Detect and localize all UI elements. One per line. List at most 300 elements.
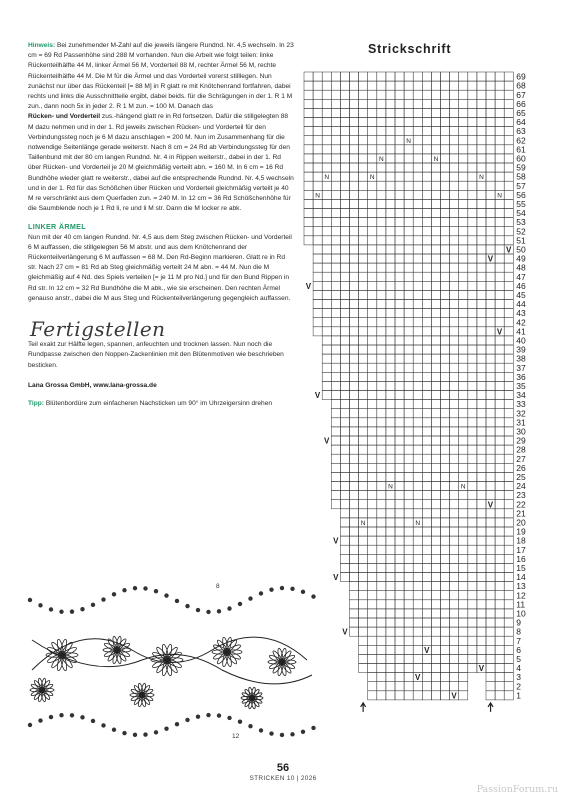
row-label: 61: [516, 144, 526, 155]
chart-cell: [313, 90, 322, 99]
chart-cell: [395, 500, 404, 509]
bobble-dot: [80, 715, 84, 719]
chart-cell: [422, 81, 431, 90]
chart-cell: [450, 664, 459, 673]
chart-cell: [477, 345, 486, 354]
chart-cell: [486, 482, 495, 491]
chart-cell: [504, 381, 513, 390]
bobble-dot: [59, 610, 63, 614]
chart-cell: [450, 627, 459, 636]
chart-cell: [413, 254, 422, 263]
chart-cell: [468, 636, 477, 645]
paragraph-sleeve: Nun mit der 40 cm langen Rundnd. Nr. 4,5 aus dem Steg zwischen Rücken- und Vorderteil 6 M auffassen, die stillgelegten 56 M abstr. und aus dem Knötchenrand der Rückenteilverlängerung 6 M auffassen = 68 M. Den Rd-Beginn markieren. Glatt re in Rd str. Nach 27 cm = 81 Rd ab Steg gleichmäßig verteilt 24 M abn. = 44 M. Nun die M gleichmäßig auf 4 Nd. des Spiels verteilen [= je 11 M pro Nd.] und für den Bund Rippen in Rd str. In 12 cm = 32 Rd Bundhöhe die M abk., wie sie erscheinen. Den rechten Ärmel genauso anstr., dabei die M aus Steg und Rückenteilverlängerung gegengleich auffassen.: [28, 233, 292, 302]
chart-cell: [495, 118, 504, 127]
chart-cell: [486, 536, 495, 545]
chart-cell: [450, 554, 459, 563]
chart-cell: [331, 363, 340, 372]
chart-cell: [368, 563, 377, 572]
chart-cell: [495, 664, 504, 673]
chart-cell: [450, 545, 459, 554]
chart-cell: [504, 363, 513, 372]
chart-cell: [395, 345, 404, 354]
chart-cell: [422, 254, 431, 263]
chart-cell: [441, 582, 450, 591]
chart-cell: [368, 99, 377, 108]
chart-cell: [495, 345, 504, 354]
chart-cell: [504, 190, 513, 199]
chart-cell: [331, 127, 340, 136]
chart-cell: [368, 427, 377, 436]
chart-cell: [477, 118, 486, 127]
row-label: 6: [516, 644, 522, 655]
chart-cell: [322, 354, 331, 363]
chart-cell: [368, 636, 377, 645]
chart-cell: [404, 163, 413, 172]
chart-cell: [504, 563, 513, 572]
bobble-dot: [238, 602, 242, 606]
row-label: 13: [516, 581, 526, 592]
chart-cell: [495, 381, 504, 390]
chart-cell: [413, 190, 422, 199]
chart-cell: [495, 472, 504, 481]
chart-cell: [322, 154, 331, 163]
chart-cell: [468, 318, 477, 327]
chart-cell: [422, 518, 431, 527]
chart-cell: [377, 163, 386, 172]
chart-cell: [495, 172, 504, 181]
chart-cell: [359, 108, 368, 117]
chart-cell: [404, 472, 413, 481]
chart-cell: [377, 236, 386, 245]
chart-cell: [468, 400, 477, 409]
chart-cell: [359, 190, 368, 199]
chart-cell: [468, 127, 477, 136]
chart-cell: [486, 281, 495, 290]
chart-cell: [377, 509, 386, 518]
chart-cell: [304, 81, 313, 90]
chart-cell: [404, 263, 413, 272]
chart-cell: [477, 309, 486, 318]
chart-cell: [495, 600, 504, 609]
chart-cell: [431, 81, 440, 90]
chart-cell: [377, 545, 386, 554]
chart-cell: [459, 609, 468, 618]
chart-cell: [359, 409, 368, 418]
chart-cell: [350, 108, 359, 117]
chart-cell: [441, 609, 450, 618]
chart-cell: [422, 682, 431, 691]
chart-cell: [459, 336, 468, 345]
chart-cell: [468, 491, 477, 500]
chart-cell: [340, 336, 349, 345]
chart-cell: [395, 518, 404, 527]
chart-cell: [441, 218, 450, 227]
chart-cell: [322, 227, 331, 236]
bobble-dot: [49, 715, 53, 719]
chart-cell: [504, 209, 513, 218]
chart-cell: [468, 136, 477, 145]
chart-cell: [486, 573, 495, 582]
chart-cell: [368, 400, 377, 409]
row-label: 12: [516, 590, 526, 601]
chart-cell: [350, 309, 359, 318]
chart-cell: [468, 391, 477, 400]
chart-cell: [377, 463, 386, 472]
chart-cell: [359, 545, 368, 554]
chart-cell: [468, 209, 477, 218]
chart-cell: [422, 482, 431, 491]
chart-cell: [359, 582, 368, 591]
chart-cell: [441, 263, 450, 272]
chart-cell: [431, 263, 440, 272]
chart-cell: [504, 609, 513, 618]
chart-cell: [486, 454, 495, 463]
instructions-column: [28, 41, 294, 409]
symbol-slip: V: [314, 391, 321, 401]
chart-cell: [386, 582, 395, 591]
chart-cell: [459, 563, 468, 572]
chart-cell: [350, 381, 359, 390]
chart-cell: [450, 673, 459, 682]
chart-cell: [486, 372, 495, 381]
chart-cell: [368, 199, 377, 208]
chart-cell: [386, 627, 395, 636]
chart-cell: [431, 436, 440, 445]
chart-cell: [377, 318, 386, 327]
chart-cell: [386, 99, 395, 108]
chart-cell: [504, 163, 513, 172]
chart-cell: [368, 381, 377, 390]
chart-cell: [468, 300, 477, 309]
chart-cell: [504, 72, 513, 81]
tip-paragraph: [28, 399, 294, 409]
chart-cell: [350, 418, 359, 427]
chart-cell: [359, 454, 368, 463]
chart-cell: [450, 482, 459, 491]
chart-cell: [495, 99, 504, 108]
chart-cell: [322, 163, 331, 172]
chart-cell: [413, 181, 422, 190]
chart-cell: [304, 190, 313, 199]
chart-cell: [450, 72, 459, 81]
finish-heading: Fertigstellen: [30, 317, 166, 342]
bobble-dot: [59, 713, 63, 717]
chart-cell: [395, 72, 404, 81]
chart-cell: [468, 554, 477, 563]
symbol-nupp: N: [379, 156, 384, 163]
chart-cell: [477, 582, 486, 591]
chart-cell: [350, 391, 359, 400]
chart-cell: [468, 190, 477, 199]
chart-cell: [477, 90, 486, 99]
chart-cell: [395, 454, 404, 463]
chart-cell: [395, 90, 404, 99]
bobble-dot: [49, 607, 53, 611]
chart-cell: [504, 664, 513, 673]
chart-cell: [495, 318, 504, 327]
chart-cell: [359, 381, 368, 390]
chart-cell: [386, 527, 395, 536]
chart-cell: [486, 554, 495, 563]
chart-cell: [404, 563, 413, 572]
row-label: 62: [516, 135, 526, 146]
chart-cell: [404, 254, 413, 263]
chart-cell: [413, 682, 422, 691]
chart-cell: [304, 72, 313, 81]
chart-cell: [340, 263, 349, 272]
chart-cell: [377, 127, 386, 136]
chart-cell: [377, 400, 386, 409]
bobble-dot: [290, 732, 294, 736]
chart-cell: [477, 609, 486, 618]
chart-cell: [486, 600, 495, 609]
chart-cell: [486, 445, 495, 454]
chart-cell: [431, 472, 440, 481]
chart-cell: [377, 682, 386, 691]
chart-cell: [413, 600, 422, 609]
chart-cell: [368, 445, 377, 454]
chart-cell: [350, 281, 359, 290]
chart-cell: [413, 609, 422, 618]
motif-label-top: 8: [216, 583, 220, 590]
chart-cell: [468, 309, 477, 318]
chart-cell: [350, 482, 359, 491]
chart-cell: [386, 90, 395, 99]
chart-cell: [431, 345, 440, 354]
chart-cell: [359, 400, 368, 409]
chart-cell: [441, 454, 450, 463]
chart-cell: [477, 591, 486, 600]
chart-cell: [504, 418, 513, 427]
chart-cell: [359, 664, 368, 673]
chart-cell: [386, 309, 395, 318]
chart-cell: [459, 99, 468, 108]
chart-cell: [322, 108, 331, 117]
chart-cell: [404, 127, 413, 136]
chart-cell: [495, 536, 504, 545]
chart-cell: [468, 163, 477, 172]
chart-cell: [459, 181, 468, 190]
chart-cell: [413, 281, 422, 290]
chart-cell: [377, 145, 386, 154]
chart-cell: [450, 108, 459, 117]
chart-cell: [504, 327, 513, 336]
chart-cell: [477, 418, 486, 427]
chart-cell: [495, 482, 504, 491]
row-label: 24: [516, 481, 526, 492]
chart-cell: [368, 209, 377, 218]
chart-cell: [413, 300, 422, 309]
chart-cell: [322, 81, 331, 90]
flower-border-motif: [22, 580, 322, 740]
chart-cell: [422, 673, 431, 682]
chart-cell: [395, 281, 404, 290]
chart-cell: [459, 527, 468, 536]
chart-cell: [404, 582, 413, 591]
bobble-dot: [217, 713, 221, 717]
chart-cell: [422, 300, 431, 309]
chart-cell: [459, 664, 468, 673]
chart-cell: [477, 482, 486, 491]
tip-text: Blütenbordüre zum einfacheren Nachsticken um 90° im Uhrzeigersinn drehen: [44, 400, 273, 408]
chart-cell: [340, 281, 349, 290]
chart-cell: [504, 500, 513, 509]
chart-cell: [404, 527, 413, 536]
chart-cell: [468, 482, 477, 491]
chart-cell: [386, 609, 395, 618]
chart-cell: [422, 563, 431, 572]
bobble-dot: [311, 594, 315, 598]
chart-cell: [486, 400, 495, 409]
chart-cell: [422, 218, 431, 227]
chart-cell: [459, 645, 468, 654]
chart-cell: [413, 363, 422, 372]
chart-cell: [504, 391, 513, 400]
chart-cell: [422, 181, 431, 190]
chart-cell: [368, 418, 377, 427]
chart-cell: [404, 454, 413, 463]
chart-cell: [450, 309, 459, 318]
chart-cell: [441, 472, 450, 481]
chart-cell: [468, 645, 477, 654]
chart-cell: [441, 72, 450, 81]
chart-cell: [368, 482, 377, 491]
chart-cell: [395, 209, 404, 218]
chart-cell: [422, 309, 431, 318]
chart-cell: [340, 154, 349, 163]
chart-cell: [441, 372, 450, 381]
chart-cell: [413, 573, 422, 582]
chart-cell: [441, 436, 450, 445]
chart-cell: [359, 554, 368, 563]
chart-cell: [422, 372, 431, 381]
chart-cell: [340, 272, 349, 281]
chart-cell: [431, 400, 440, 409]
chart-cell: [377, 372, 386, 381]
chart-cell: [386, 500, 395, 509]
chart-cell: [441, 336, 450, 345]
chart-cell: [450, 391, 459, 400]
chart-cell: [331, 372, 340, 381]
chart-cell: [486, 118, 495, 127]
chart-cell: [386, 281, 395, 290]
chart-cell: [304, 127, 313, 136]
chart-cell: [386, 72, 395, 81]
row-label: 10: [516, 608, 526, 619]
chart-cell: [413, 172, 422, 181]
chart-cell: [486, 691, 495, 700]
chart-cell: [395, 427, 404, 436]
chart-cell: [395, 409, 404, 418]
symbol-slip: V: [487, 500, 494, 510]
chart-cell: [422, 363, 431, 372]
chart-cell: [395, 145, 404, 154]
chart-cell: [504, 172, 513, 181]
chart-cell: [404, 72, 413, 81]
chart-cell: [422, 154, 431, 163]
chart-cell: [377, 263, 386, 272]
chart-cell: [386, 336, 395, 345]
chart-cell: [422, 190, 431, 199]
chart-cell: [450, 290, 459, 299]
chart-cell: [377, 381, 386, 390]
row-label: 4: [516, 663, 522, 674]
chart-cell: [468, 90, 477, 99]
chart-cell: [450, 500, 459, 509]
chart-cell: [459, 254, 468, 263]
issue-label: STRICKEN 10 | 2026: [249, 775, 317, 782]
chart-cell: [477, 272, 486, 281]
chart-cell: [395, 645, 404, 654]
chart-cell: [431, 600, 440, 609]
chart-cell: [304, 108, 313, 117]
chart-cell: [450, 263, 459, 272]
bobble-dot: [164, 593, 168, 597]
chart-cell: [486, 108, 495, 117]
chart-cell: [368, 227, 377, 236]
chart-cell: [331, 491, 340, 500]
chart-cell: [477, 145, 486, 154]
chart-cell: [359, 527, 368, 536]
chart-cell: [468, 500, 477, 509]
chart-cell: [459, 691, 468, 700]
chart-cell: [450, 218, 459, 227]
chart-cell: [350, 454, 359, 463]
chart-cell: [441, 381, 450, 390]
chart-cell: [504, 227, 513, 236]
chart-cell: [431, 218, 440, 227]
chart-cell: [377, 309, 386, 318]
chart-cell: [486, 563, 495, 572]
chart-cell: [313, 154, 322, 163]
chart-cell: [495, 72, 504, 81]
page-number: 56: [276, 762, 290, 774]
chart-cell: [431, 300, 440, 309]
chart-cell: [322, 136, 331, 145]
chart-cell: [395, 391, 404, 400]
chart-cell: [340, 372, 349, 381]
chart-cell: [304, 90, 313, 99]
chart-cell: [313, 290, 322, 299]
chart-cell: [504, 127, 513, 136]
chart-cell: [331, 90, 340, 99]
chart-cell: [504, 145, 513, 154]
chart-cell: [340, 472, 349, 481]
bobble-dot: [122, 588, 126, 592]
chart-cell: [386, 345, 395, 354]
bobble-dot: [122, 731, 126, 735]
chart-cell: [331, 482, 340, 491]
symbol-slip: V: [478, 664, 485, 674]
chart-cell: [331, 72, 340, 81]
chart-cell: [459, 363, 468, 372]
knitting-chart: [300, 60, 562, 740]
chart-cell: [340, 463, 349, 472]
chart-cell: [441, 691, 450, 700]
chart-cell: [459, 491, 468, 500]
chart-cell: [386, 400, 395, 409]
chart-cell: [413, 500, 422, 509]
chart-cell: [377, 454, 386, 463]
chart-cell: [413, 418, 422, 427]
chart-cell: [322, 236, 331, 245]
chart-cell: [313, 263, 322, 272]
body-heading: Rücken- und Vorderteil: [28, 113, 101, 121]
chart-cell: [322, 327, 331, 336]
chart-cell: [441, 509, 450, 518]
symbol-nupp: N: [433, 156, 439, 163]
chart-cell: [422, 199, 431, 208]
